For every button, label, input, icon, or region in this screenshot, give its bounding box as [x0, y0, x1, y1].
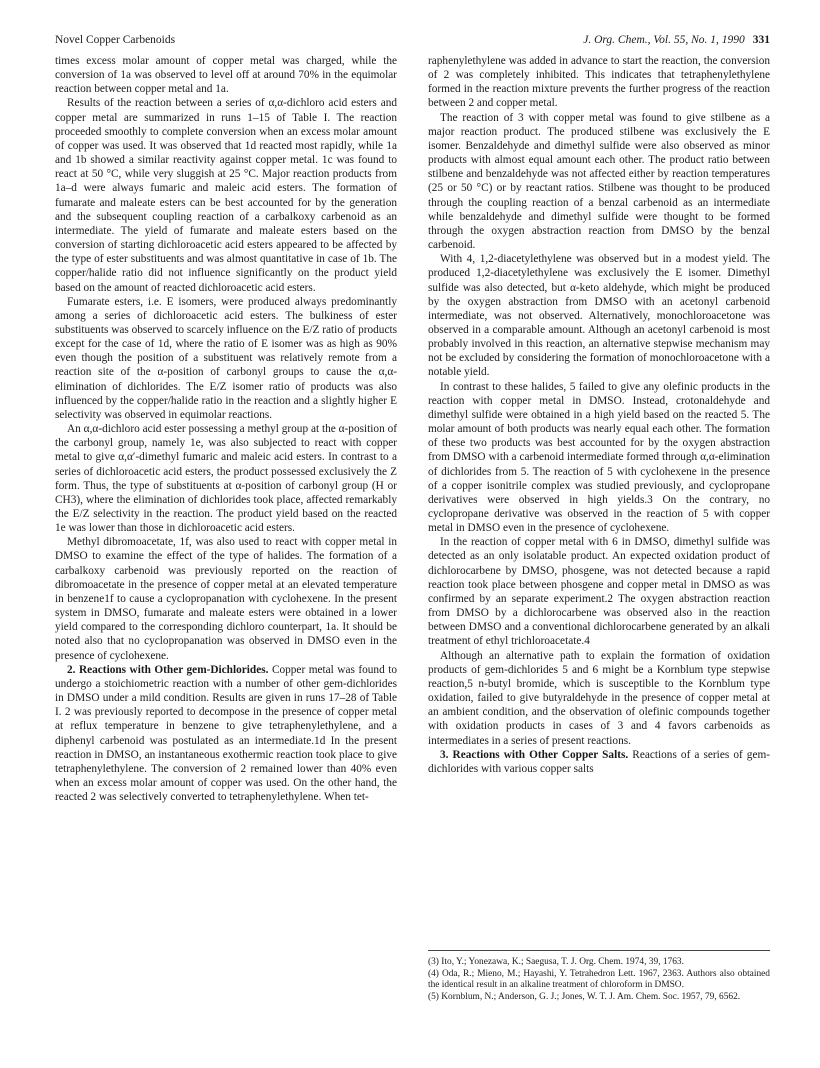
footnote: (4) Oda, R.; Mieno, M.; Hayashi, Y. Tetrahedron Lett. 1967, 2363. Authors also obtained the identical result in an alkaline treatment of chloroform in DMSO.	[428, 968, 770, 990]
journal-citation	[583, 32, 770, 48]
paragraph: raphenylethylene was added in advance to start the reaction, the conversion of 2 was completely inhibited. This indicates that tetraphenylethylene formed in the reaction mixture prevents the further progress of the reaction between 2 and copper metal.	[428, 55, 770, 110]
paragraph: In the reaction of copper metal with 6 in DMSO, dimethyl sulfide was detected as an only isolatable product. An expected oxidation product of dichlorocarbene by DMSO, phosgene, was not detected because a rapid reaction took place between phosgene and copper metal in DMSO as was confirmed by an separate experiment.2 The oxygen abstraction reaction from DMSO by a dichlorocarbene was observed also in the reaction between DMSO and a conventional dichlorocarbene generated by an alkali treatment of ethyl trichloroacetate.4	[428, 536, 770, 648]
paragraph: The reaction of 3 with copper metal was found to give stilbene as a major reaction product. The produced stilbene was exclusively the E isomer. Benzaldehyde and dimethyl sulfide were also observed as minor products with almost equal amount each other. The product ratio between stilbene and benzaldehyde was not affected either by reaction temperatures (25 or 50 °C) or by reactant ratios. Stilbene was thought to be produced through the coupling reaction of a benzal carbenoid as an intermediate while benzaldehyde and dimethyl sulfide were thought to be formed through the oxygen abstraction reaction from DMSO by the benzal carbenoid.	[428, 111, 770, 252]
footnote: (3) Ito, Y.; Yonezawa, K.; Saegusa, T. J. Org. Chem. 1974, 39, 1763.	[428, 957, 684, 967]
journal-name: J. Org. Chem., Vol. 55, No. 1, 1990	[583, 34, 745, 46]
paragraph: Methyl dibromoacetate, 1f, was also used to react with copper metal in DMSO to examine the effect of the type of halides. The formation of a carbalkoxy carbenoid was previously reported on the reaction of dibromoacetate in the presence of copper metal at an elevated temperature in benzene1f to cause a cyclopropanation with cyclohexene. In the present system in DMSO, fumarate and maleate esters were obtained in a lower yield compared to the corresponding dichloro counterpart, 1a. It should be noted also that no cyclopropanation was observed in DMSO even in the presence of cyclohexene.	[55, 536, 397, 662]
paragraph: An α,α-dichloro acid ester possessing a methyl group at the α-position of the carbonyl group, namely 1e, was also subjected to react with copper metal to give α,α′-dimethyl fumaric and maleic acid esters. In contrast to a series of dichloroacetic acid esters, the product possessed exclusively the Z form. Thus, the type of substituents at α-position of carbonyl group (H or CH3), where the elimination of dichlorides took place, affected remarkably the E/Z selectivity in the reaction. The product yield based on the reacted 1e was lower than those in dichloroacetic acid esters.	[55, 423, 397, 535]
paragraph: Although an alternative path to explain the formation of oxidation products of gem-dichlorides 5 and 6 might be a Kornblum type stepwise reaction,5 n-butyl bromide, which is susceptible to the Kornblum type oxidation, failed to give butyraldehyde in the presence of copper metal at an ambient condition, and the observation of olefinic compounds together with oxidation products in cases of 3 and 4 favors carbenoids as intermediates in a series of present reactions.	[428, 649, 770, 747]
section-paragraph	[55, 663, 397, 805]
section-heading: 2. Reactions with Other gem-Dichlorides.	[67, 663, 269, 676]
page-header	[55, 32, 770, 48]
running-title: Novel Copper Carbenoids	[55, 34, 176, 46]
paragraph: With 4, 1,2-diacetylethylene was observed but in a modest yield. The produced 1,2-diacetylethylene was exclusively the E isomer. Dimethyl sulfide was also detected, but α-keto aldehyde, which might be produced by the oxygen abstraction from DMSO with an acetonyl carbenoid intermediate, was not observed. Alternatively, monochloroacetone was observed in a comparable amount. Although an acetonyl carbenoid is most probably involved in this reaction, an alternative stepwise mechanism may not be excluded by considering the formation of monochloroacetone with a notable yield.	[428, 253, 770, 379]
footnote: (5) Kornblum, N.; Anderson, G. J.; Jones, W. T. J. Am. Chem. Soc. 1957, 79, 6562.	[428, 991, 741, 1002]
paragraph: Fumarate esters, i.e. E isomers, were produced always predominantly among a series of dichloroacetic acid esters. The bulkiness of ester substituents was observed to scarcely influence on the E/Z ratio of products except for the case of 1d, where the ratio of E isomer was as high as 90% even though the position of a substituent was relatively remote from a reaction site of the α-position of carbonyl groups to cause the α,α-elimination of dichlorides. The E/Z isomer ratio of products was also influenced by the copper/halide ratio in the reaction and a slightly higher E selectivity was observed in equimolar reactions.	[55, 295, 397, 421]
section-paragraph	[428, 748, 770, 776]
section-text: Reactions of a series of gem-dichlorides with various copper salts	[428, 748, 771, 775]
paragraph: Results of the reaction between a series of α,α-dichloro acid esters and copper metal are summarized in runs 1–15 of Table I. The reaction proceeded smoothly to complete conversion when an excess molar amount of copper was used. It was observed that 1d reacted most rapidly, while 1a and 1b showed a similar reactivity against copper metal. 1c was found to react at 50 °C, while very sluggish at 25 °C. Major reaction products from 1a–d were always fumaric and maleic acid esters. The formation of fumarate and maleate esters can be best accounted for by the generation and the subsequent coupling reaction of a carbalkoxy carbenoid as an intermediate. The yield of fumarate and maleate esters based on the conversion of starting dichloroacetic acid esters appeared to be affected by the type of ester substituents and was almost quantitative in case of 1b. The copper/halide ratio did not influence significantly on the product yield based on the amount of reacted dichloroacetic acid esters.	[55, 97, 397, 294]
right-column	[428, 54, 770, 776]
section-text: Copper metal was found to undergo a stoichiometric reaction with a number of other gem-dichlorides in DMSO under a mild condition. Results are given in runs 17–28 of Table I. 2 was previously reported to decompose in the presence of copper metal at reflux temperature in benzene to give tetraphenylethylene, and a diphenyl carbenoid was postulated as an intermediate.1d In the present reaction in DMSO, an instantaneous exothermic reaction took place to give tetraphenylethylene. The conversion of 2 remained lower than 40% even when an excess molar amount of copper was used. On the other hand, the reacted 2 was selectively converted to tetraphenylethylene. When tet-	[55, 663, 398, 804]
paragraph: In contrast to these halides, 5 failed to give any olefinic products in the reaction with copper metal in DMSO. Instead, crotonaldehyde and dimethyl sulfide were obtained in a high yield based on the reacted 5. The molar amount of both products was nearly equal each other. The formation of these two products was best accounted for by the oxygen abstraction from DMSO with a carbenoid intermediate formed through α,α-elimination of dichlorides from 5. The reaction of 5 with cyclohexene in the presence of a copper isonitrile complex was studied previously, and cyclopropane derivatives were observed in high yields.3 On the contrary, no cyclopropane derivative was observed in the reaction of 5 with copper metal in DMSO even in the presence of cyclohexene.	[428, 380, 770, 535]
paragraph: times excess molar amount of copper metal was charged, while the conversion of 1a was observed to level off at around 70% in the equimolar reaction between copper metal and 1a.	[55, 55, 397, 96]
left-column	[55, 54, 397, 804]
section-heading: 3. Reactions with Other Copper Salts.	[440, 748, 629, 761]
footnotes	[428, 950, 770, 1003]
page-number: 331	[752, 34, 770, 46]
